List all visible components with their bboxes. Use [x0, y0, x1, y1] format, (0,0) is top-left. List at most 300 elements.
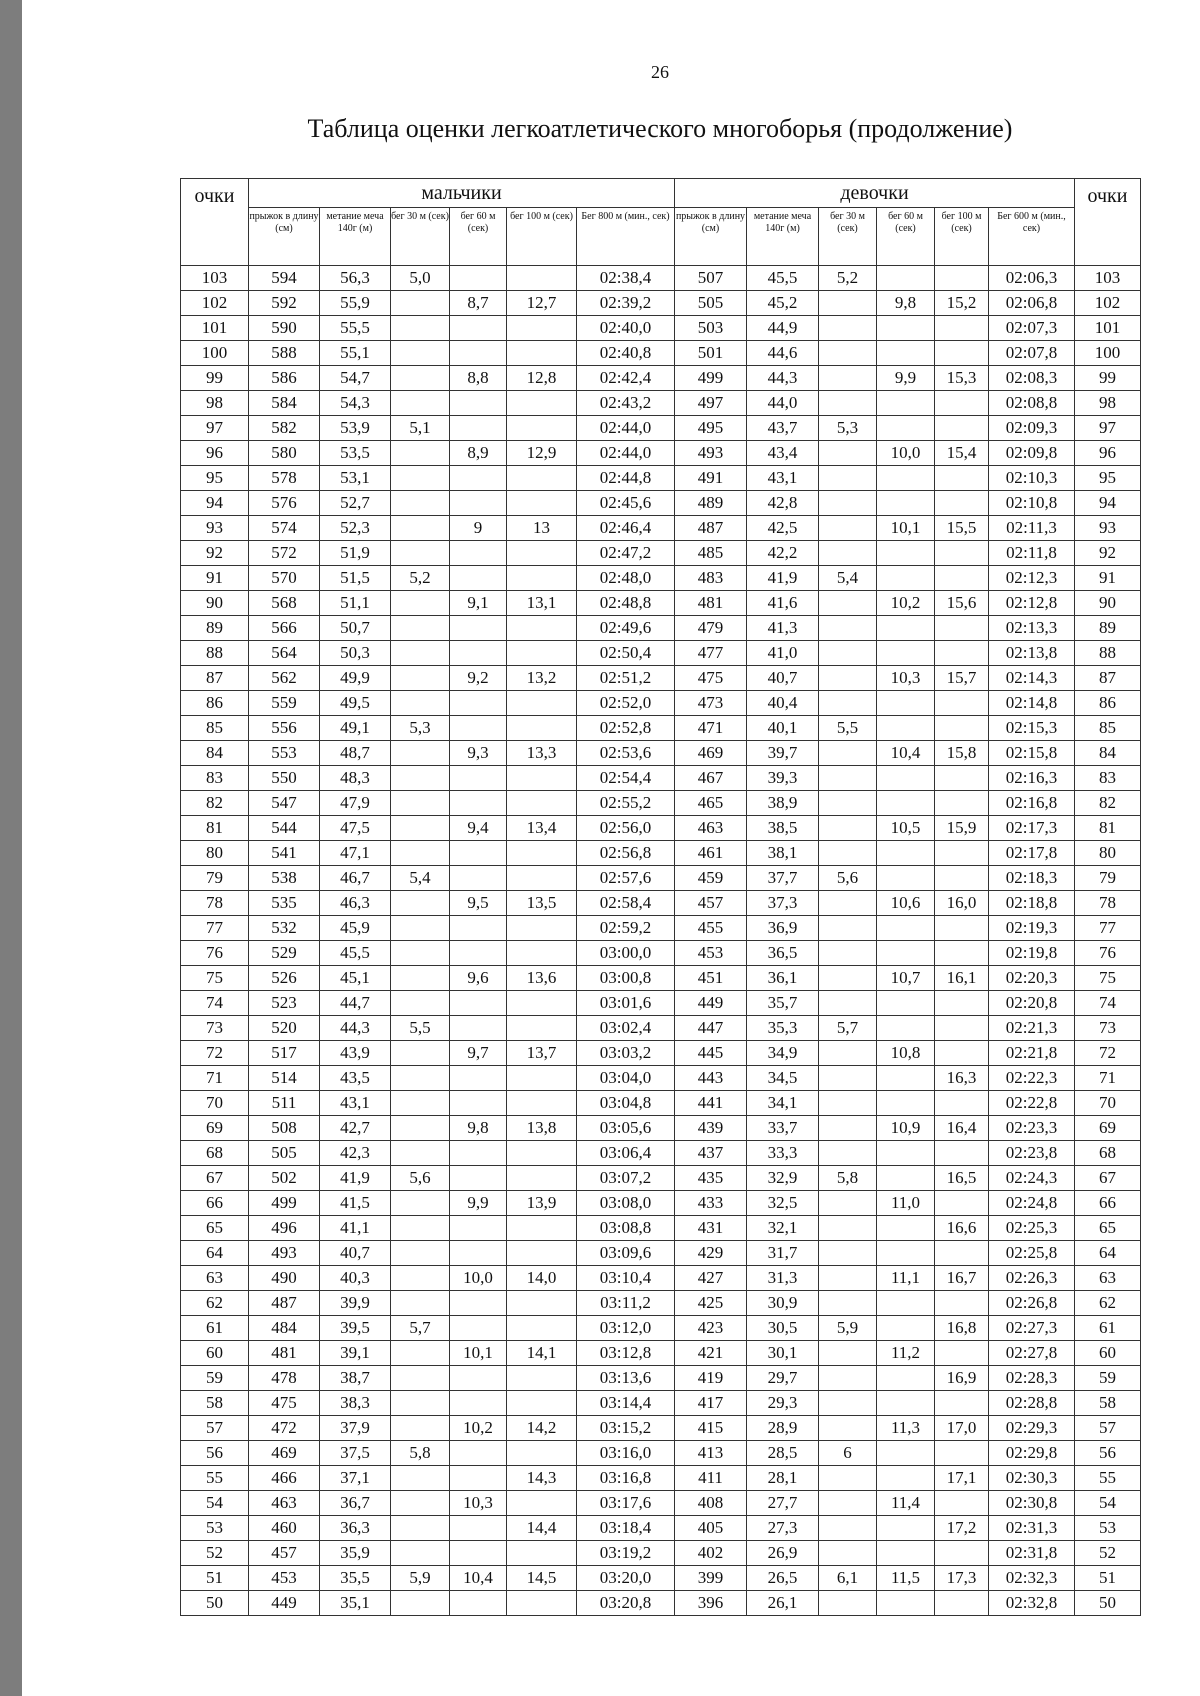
table-cell [391, 641, 450, 666]
table-cell: 441 [675, 1091, 747, 1116]
table-cell: 13 [507, 516, 577, 541]
table-row [181, 466, 1141, 491]
table-cell [877, 416, 935, 441]
table-cell: 03:18,4 [577, 1516, 675, 1541]
table-cell [819, 841, 877, 866]
table-cell [391, 441, 450, 466]
table-cell: 02:21,8 [989, 1041, 1075, 1066]
boys-col-throw: метание меча 140г (м) [320, 208, 391, 266]
table-row [181, 1416, 1141, 1441]
table-cell: 445 [675, 1041, 747, 1066]
table-cell [935, 1091, 989, 1116]
table-cell: 02:08,3 [989, 366, 1075, 391]
table-cell: 5,5 [391, 1016, 450, 1041]
table-cell: 538 [249, 866, 320, 891]
table-cell: 02:17,3 [989, 816, 1075, 841]
table-cell [877, 1091, 935, 1116]
table-cell: 61 [1075, 1316, 1141, 1341]
table-row [181, 1366, 1141, 1391]
table-cell [391, 591, 450, 616]
table-cell: 93 [181, 516, 249, 541]
table-cell: 70 [1075, 1091, 1141, 1116]
table-cell: 02:43,2 [577, 391, 675, 416]
table-cell: 03:20,8 [577, 1591, 675, 1616]
table-cell: 45,9 [320, 916, 391, 941]
table-cell: 03:07,2 [577, 1166, 675, 1191]
table-cell: 02:31,3 [989, 1516, 1075, 1541]
table-cell: 66 [181, 1191, 249, 1216]
table-cell [507, 1316, 577, 1341]
points-header-right: очки [1075, 179, 1141, 266]
table-cell: 10,7 [877, 966, 935, 991]
table-cell: 91 [181, 566, 249, 591]
table-cell: 03:08,8 [577, 1216, 675, 1241]
table-row [181, 1441, 1141, 1466]
table-cell: 8,7 [450, 291, 507, 316]
table-cell [391, 616, 450, 641]
table-cell: 5,9 [819, 1316, 877, 1341]
table-cell [819, 466, 877, 491]
table-cell: 453 [249, 1566, 320, 1591]
table-cell: 28,9 [747, 1416, 819, 1441]
table-cell [819, 891, 877, 916]
table-cell: 586 [249, 366, 320, 391]
table-cell [935, 866, 989, 891]
table-cell: 463 [675, 816, 747, 841]
table-cell: 34,5 [747, 1066, 819, 1091]
table-cell: 90 [181, 591, 249, 616]
table-cell: 463 [249, 1491, 320, 1516]
table-cell: 02:51,2 [577, 666, 675, 691]
table-cell [935, 791, 989, 816]
table-cell: 63 [1075, 1266, 1141, 1291]
table-cell [450, 1291, 507, 1316]
table-cell [935, 491, 989, 516]
table-cell: 88 [1075, 641, 1141, 666]
table-cell: 03:05,6 [577, 1116, 675, 1141]
table-cell: 16,4 [935, 1116, 989, 1141]
table-cell: 14,4 [507, 1516, 577, 1541]
table-cell: 17,0 [935, 1416, 989, 1441]
table-cell: 36,1 [747, 966, 819, 991]
table-cell: 5,3 [391, 716, 450, 741]
table-row [181, 1041, 1141, 1066]
table-cell [819, 1116, 877, 1141]
table-cell [391, 916, 450, 941]
table-cell [391, 341, 450, 366]
table-cell: 460 [249, 1516, 320, 1541]
table-cell: 02:08,8 [989, 391, 1075, 416]
table-cell [819, 291, 877, 316]
table-cell: 86 [1075, 691, 1141, 716]
table-cell [819, 366, 877, 391]
table-row [181, 441, 1141, 466]
table-cell: 36,3 [320, 1516, 391, 1541]
table-cell: 37,5 [320, 1441, 391, 1466]
table-cell: 48,3 [320, 766, 391, 791]
table-cell [935, 1191, 989, 1216]
table-cell: 58 [1075, 1391, 1141, 1416]
table-cell: 51,1 [320, 591, 391, 616]
table-cell: 405 [675, 1516, 747, 1541]
table-cell: 02:09,8 [989, 441, 1075, 466]
table-row [181, 1016, 1141, 1041]
table-cell: 41,0 [747, 641, 819, 666]
table-cell: 451 [675, 966, 747, 991]
table-cell: 564 [249, 641, 320, 666]
table-cell [819, 816, 877, 841]
table-cell: 02:59,2 [577, 916, 675, 941]
table-cell: 02:19,8 [989, 941, 1075, 966]
table-cell: 487 [249, 1291, 320, 1316]
table-cell: 6 [819, 1441, 877, 1466]
table-cell: 41,1 [320, 1216, 391, 1241]
table-cell: 66 [1075, 1191, 1141, 1216]
table-cell [819, 1341, 877, 1366]
table-cell: 16,8 [935, 1316, 989, 1341]
table-cell: 92 [1075, 541, 1141, 566]
table-cell [391, 966, 450, 991]
table-cell [507, 466, 577, 491]
table-cell: 71 [181, 1066, 249, 1091]
table-cell: 101 [181, 316, 249, 341]
table-cell: 81 [1075, 816, 1141, 841]
table-cell: 15,9 [935, 816, 989, 841]
table-cell: 03:01,6 [577, 991, 675, 1016]
table-cell [877, 1541, 935, 1566]
table-cell: 15,3 [935, 366, 989, 391]
table-cell: 02:16,3 [989, 766, 1075, 791]
table-cell: 10,4 [450, 1566, 507, 1591]
table-cell [391, 891, 450, 916]
table-cell [507, 1591, 577, 1616]
table-cell [507, 1491, 577, 1516]
table-cell: 53 [181, 1516, 249, 1541]
table-cell: 02:26,8 [989, 1291, 1075, 1316]
table-cell: 95 [181, 466, 249, 491]
table-cell: 484 [249, 1316, 320, 1341]
table-cell: 544 [249, 816, 320, 841]
table-cell: 42,8 [747, 491, 819, 516]
table-cell: 461 [675, 841, 747, 866]
table-cell: 15,6 [935, 591, 989, 616]
table-cell: 57 [181, 1416, 249, 1441]
table-row [181, 741, 1141, 766]
table-cell [450, 466, 507, 491]
table-cell [391, 516, 450, 541]
table-cell: 15,2 [935, 291, 989, 316]
table-cell [450, 641, 507, 666]
table-cell: 415 [675, 1416, 747, 1441]
table-cell: 495 [675, 416, 747, 441]
table-cell: 39,5 [320, 1316, 391, 1341]
table-cell: 60 [1075, 1341, 1141, 1366]
table-cell [935, 1041, 989, 1066]
table-cell: 99 [1075, 366, 1141, 391]
table-cell [819, 541, 877, 566]
table-cell: 02:13,8 [989, 641, 1075, 666]
table-cell: 02:57,6 [577, 866, 675, 891]
table-cell: 57 [1075, 1416, 1141, 1441]
table-cell: 02:48,0 [577, 566, 675, 591]
boys-col-run-60: бег 60 м (сек) [450, 208, 507, 266]
table-cell: 477 [675, 641, 747, 666]
table-cell: 73 [1075, 1016, 1141, 1041]
table-cell: 475 [675, 666, 747, 691]
table-cell: 55 [181, 1466, 249, 1491]
table-cell: 74 [1075, 991, 1141, 1016]
table-cell: 02:29,3 [989, 1416, 1075, 1441]
table-cell: 98 [181, 391, 249, 416]
table-cell: 02:52,0 [577, 691, 675, 716]
table-cell: 42,2 [747, 541, 819, 566]
table-cell: 5,2 [391, 566, 450, 591]
table-cell: 425 [675, 1291, 747, 1316]
table-row [181, 641, 1141, 666]
table-cell: 81 [181, 816, 249, 841]
table-cell: 475 [249, 1391, 320, 1416]
table-cell: 74 [181, 991, 249, 1016]
table-cell: 13,4 [507, 816, 577, 841]
table-cell [391, 741, 450, 766]
table-cell: 433 [675, 1191, 747, 1216]
table-cell: 402 [675, 1541, 747, 1566]
table-cell: 94 [1075, 491, 1141, 516]
table-cell [391, 1216, 450, 1241]
table-cell [935, 391, 989, 416]
table-cell: 9,7 [450, 1041, 507, 1066]
table-cell [935, 1391, 989, 1416]
table-cell: 02:28,3 [989, 1366, 1075, 1391]
table-cell: 16,7 [935, 1266, 989, 1291]
table-cell [507, 1391, 577, 1416]
table-cell [450, 491, 507, 516]
table-cell: 39,1 [320, 1341, 391, 1366]
table-cell: 82 [181, 791, 249, 816]
table-cell: 10,6 [877, 891, 935, 916]
table-cell: 98 [1075, 391, 1141, 416]
table-cell: 44,3 [320, 1016, 391, 1041]
table-cell: 02:44,0 [577, 416, 675, 441]
table-cell: 56,3 [320, 266, 391, 291]
table-cell: 41,5 [320, 1191, 391, 1216]
table-cell: 514 [249, 1066, 320, 1091]
table-cell [819, 1391, 877, 1416]
table-cell: 101 [1075, 316, 1141, 341]
table-cell: 103 [1075, 266, 1141, 291]
table-cell: 02:30,3 [989, 1466, 1075, 1491]
table-row [181, 416, 1141, 441]
table-row [181, 1266, 1141, 1291]
table-cell [819, 491, 877, 516]
table-cell: 63 [181, 1266, 249, 1291]
table-cell [450, 991, 507, 1016]
scanner-edge [0, 0, 22, 1696]
table-cell [450, 1316, 507, 1341]
table-cell: 523 [249, 991, 320, 1016]
score-table [180, 178, 1141, 1616]
table-cell: 69 [181, 1116, 249, 1141]
table-cell: 15,7 [935, 666, 989, 691]
table-cell: 84 [181, 741, 249, 766]
table-cell: 03:19,2 [577, 1541, 675, 1566]
table-cell: 53,5 [320, 441, 391, 466]
table-cell: 43,9 [320, 1041, 391, 1066]
table-row [181, 691, 1141, 716]
table-cell: 02:55,2 [577, 791, 675, 816]
table-cell: 03:02,4 [577, 1016, 675, 1041]
table-cell: 71 [1075, 1066, 1141, 1091]
table-cell [877, 1466, 935, 1491]
table-cell [507, 1141, 577, 1166]
boys-col-run-100: бег 100 м (сек) [507, 208, 577, 266]
table-cell: 52 [1075, 1541, 1141, 1566]
table-cell [819, 1366, 877, 1391]
table-cell: 9,8 [877, 291, 935, 316]
table-cell [391, 666, 450, 691]
table-cell: 02:49,6 [577, 616, 675, 641]
table-cell: 421 [675, 1341, 747, 1366]
table-cell [450, 1591, 507, 1616]
table-cell: 38,3 [320, 1391, 391, 1416]
table-cell: 26,9 [747, 1541, 819, 1566]
table-cell: 32,5 [747, 1191, 819, 1216]
table-row [181, 1216, 1141, 1241]
table-cell: 35,5 [320, 1566, 391, 1591]
table-cell: 33,7 [747, 1116, 819, 1141]
table-row [181, 916, 1141, 941]
table-cell: 92 [181, 541, 249, 566]
table-cell [450, 1016, 507, 1041]
table-cell: 505 [675, 291, 747, 316]
table-cell: 51,5 [320, 566, 391, 591]
table-cell [507, 1366, 577, 1391]
table-cell: 40,7 [320, 1241, 391, 1266]
table-cell: 42,3 [320, 1141, 391, 1166]
table-cell: 02:25,8 [989, 1241, 1075, 1266]
table-cell: 5,7 [819, 1016, 877, 1041]
table-cell: 02:18,8 [989, 891, 1075, 916]
table-cell: 67 [181, 1166, 249, 1191]
table-cell [819, 1216, 877, 1241]
table-cell: 43,5 [320, 1066, 391, 1091]
table-row [181, 591, 1141, 616]
table-cell: 584 [249, 391, 320, 416]
table-cell: 16,3 [935, 1066, 989, 1091]
table-cell: 03:16,8 [577, 1466, 675, 1491]
table-cell: 43,1 [320, 1091, 391, 1116]
girls-group-header: девочки [675, 179, 1075, 208]
table-cell [450, 1091, 507, 1116]
table-cell: 574 [249, 516, 320, 541]
table-cell: 45,5 [320, 941, 391, 966]
table-cell: 79 [1075, 866, 1141, 891]
table-cell: 02:14,8 [989, 691, 1075, 716]
table-cell: 56 [181, 1441, 249, 1466]
table-cell [877, 1066, 935, 1091]
table-cell: 02:30,8 [989, 1491, 1075, 1516]
table-cell: 5,3 [819, 416, 877, 441]
table-cell: 9 [450, 516, 507, 541]
table-cell: 35,1 [320, 1591, 391, 1616]
table-cell: 36,5 [747, 941, 819, 966]
table-cell: 52,3 [320, 516, 391, 541]
table-cell: 5,0 [391, 266, 450, 291]
table-cell [819, 391, 877, 416]
table-cell: 03:14,4 [577, 1391, 675, 1416]
table-cell: 03:04,0 [577, 1066, 675, 1091]
table-cell [391, 1516, 450, 1541]
boys-col-run-800: Бег 800 м (мин., сек) [577, 208, 675, 266]
table-cell [507, 716, 577, 741]
table-cell [450, 566, 507, 591]
table-cell: 68 [181, 1141, 249, 1166]
table-cell: 03:12,0 [577, 1316, 675, 1341]
table-row [181, 766, 1141, 791]
table-cell [507, 1291, 577, 1316]
table-cell [819, 616, 877, 641]
page-number: 26 [651, 62, 669, 82]
table-row [181, 866, 1141, 891]
table-cell [877, 566, 935, 591]
table-cell [391, 1191, 450, 1216]
table-cell [507, 1441, 577, 1466]
table-cell: 102 [181, 291, 249, 316]
table-cell [819, 666, 877, 691]
girls-col-run-30: бег 30 м (сек) [819, 208, 877, 266]
table-cell: 93 [1075, 516, 1141, 541]
table-cell: 578 [249, 466, 320, 491]
table-cell: 03:11,2 [577, 1291, 675, 1316]
table-cell [819, 1066, 877, 1091]
table-cell: 75 [181, 966, 249, 991]
table-cell: 547 [249, 791, 320, 816]
table-cell: 9,2 [450, 666, 507, 691]
table-cell: 02:56,0 [577, 816, 675, 841]
table-cell [391, 766, 450, 791]
table-cell: 87 [181, 666, 249, 691]
table-cell [391, 1491, 450, 1516]
table-cell [819, 1041, 877, 1066]
table-cell [391, 1541, 450, 1566]
table-cell: 5,7 [391, 1316, 450, 1341]
table-cell: 89 [1075, 616, 1141, 641]
table-row [181, 1241, 1141, 1266]
table-cell: 38,5 [747, 816, 819, 841]
table-cell: 33,3 [747, 1141, 819, 1166]
table-cell: 572 [249, 541, 320, 566]
table-cell: 17,3 [935, 1566, 989, 1591]
points-header-left: очки [181, 179, 249, 266]
table-cell: 479 [675, 616, 747, 641]
table-cell: 459 [675, 866, 747, 891]
table-cell: 493 [249, 1241, 320, 1266]
table-row [181, 941, 1141, 966]
table-cell: 90 [1075, 591, 1141, 616]
table-cell: 499 [675, 366, 747, 391]
table-cell [935, 716, 989, 741]
table-cell: 84 [1075, 741, 1141, 766]
table-cell: 02:32,8 [989, 1591, 1075, 1616]
table-cell [819, 741, 877, 766]
table-cell: 02:48,8 [577, 591, 675, 616]
table-row [181, 841, 1141, 866]
table-cell: 02:29,8 [989, 1441, 1075, 1466]
table-cell: 32,9 [747, 1166, 819, 1191]
table-row [181, 991, 1141, 1016]
table-cell: 497 [675, 391, 747, 416]
table-cell [935, 266, 989, 291]
